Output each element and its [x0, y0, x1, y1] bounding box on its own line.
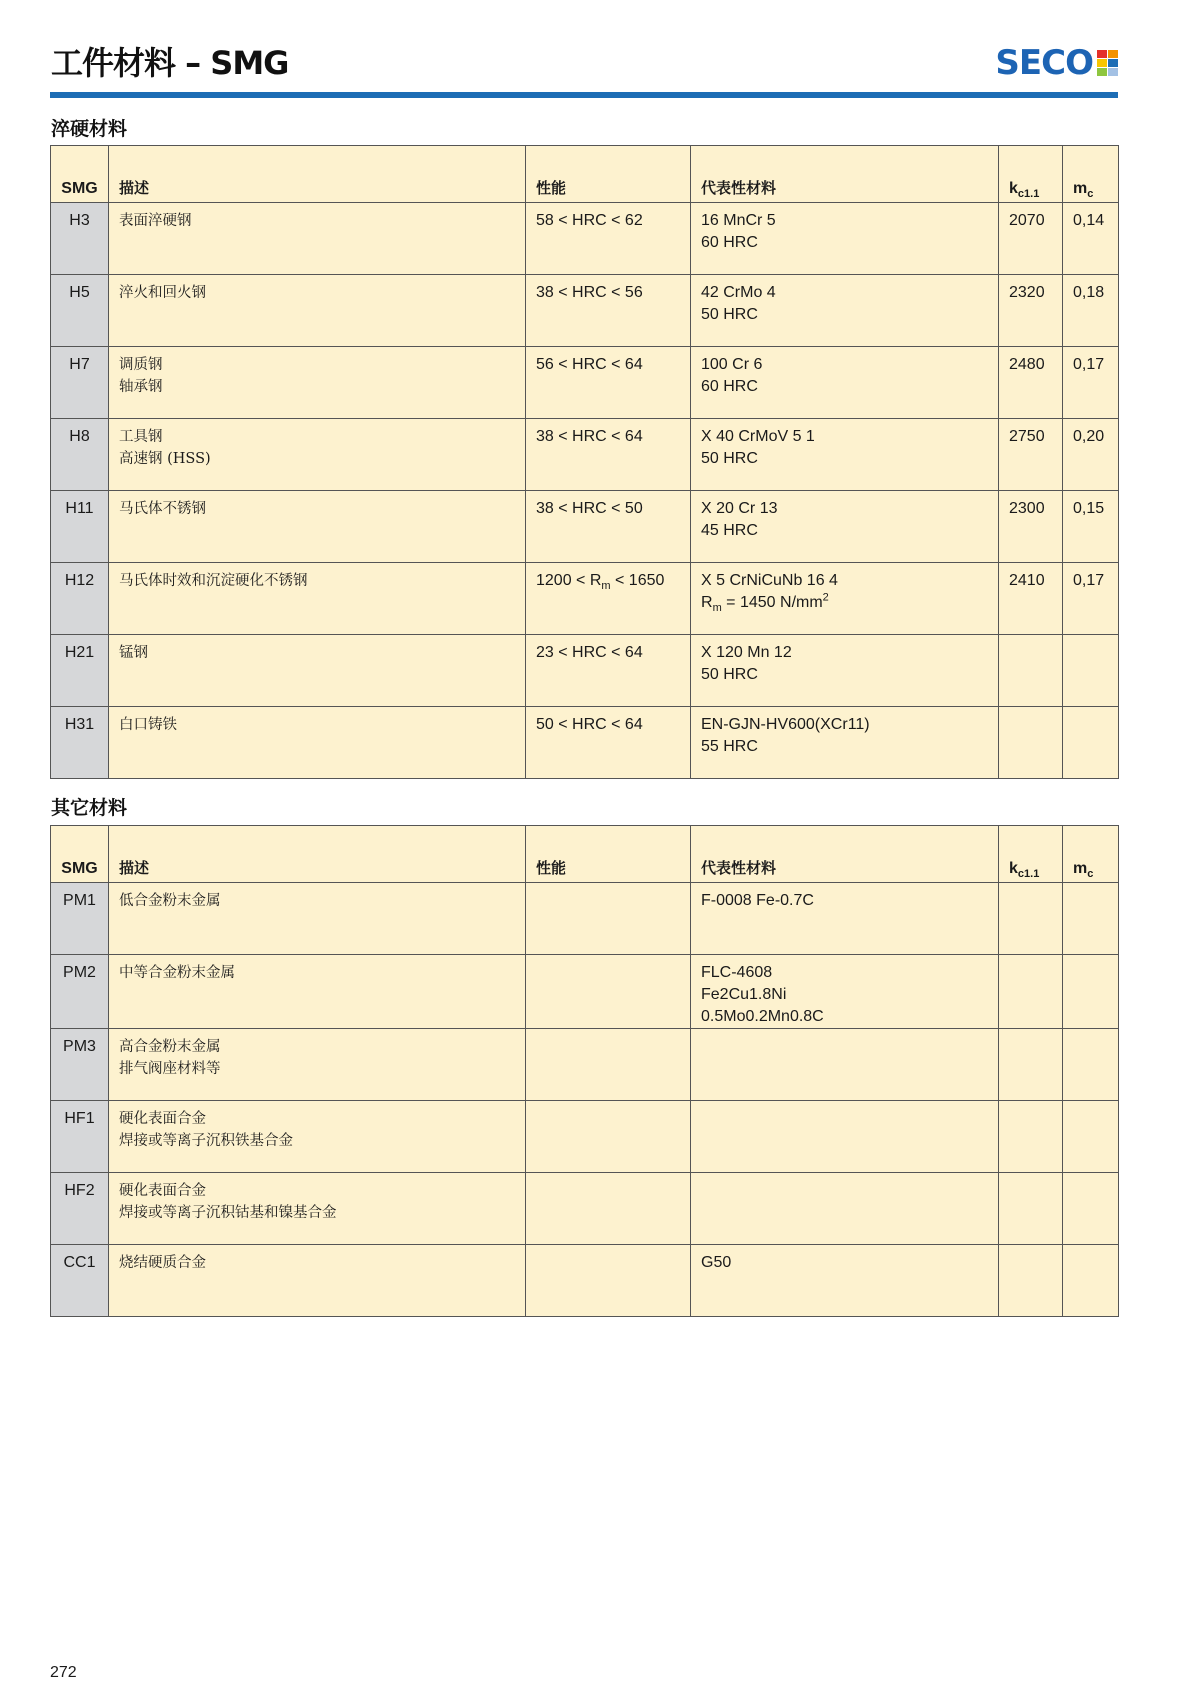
- logo-text: SECO: [995, 43, 1093, 83]
- properties-line: 23 < HRC < 64: [536, 644, 643, 661]
- representative-cell: [691, 707, 999, 779]
- representative-line: [701, 592, 988, 614]
- mc-value: [1063, 1101, 1119, 1173]
- description-line: 工具钢: [119, 429, 163, 445]
- kc11-value: [999, 1245, 1063, 1317]
- header-row: [51, 146, 1119, 203]
- description-cell: [109, 883, 526, 955]
- representative-line: Fe2Cu1.8Ni: [701, 986, 787, 1003]
- description-line: 高合金粉末金属: [119, 1039, 221, 1055]
- properties-line: 56 < HRC < 64: [536, 356, 643, 373]
- representative-cell: [691, 1101, 999, 1173]
- table-row: [51, 707, 1119, 779]
- description-cell: [109, 707, 526, 779]
- representative-line: X 5 CrNiCuNb 16 4: [701, 572, 838, 589]
- kc11-value: 2320: [999, 275, 1063, 347]
- other-materials-table: [50, 825, 1119, 1317]
- hardened-materials-table: [50, 145, 1119, 779]
- properties-line: 58 < HRC < 62: [536, 212, 643, 229]
- header-row: [51, 826, 1119, 883]
- table-row: [51, 491, 1119, 563]
- header-description: 描述: [109, 146, 526, 203]
- properties-cell: [526, 275, 691, 347]
- table-row: [51, 347, 1119, 419]
- representative-line: 45 HRC: [701, 522, 758, 539]
- rep-sub: m: [712, 602, 722, 615]
- mc-value: 0,15: [1063, 491, 1119, 563]
- mc-value: [1063, 707, 1119, 779]
- representative-line: 55 HRC: [701, 738, 758, 755]
- description-cell: [109, 347, 526, 419]
- smg-code: PM3: [51, 1029, 109, 1101]
- header-rule: [50, 92, 1118, 98]
- representative-cell: [691, 955, 999, 1029]
- properties-sub: m: [601, 580, 611, 593]
- page-number: 272: [50, 1664, 77, 1681]
- smg-code: HF2: [51, 1173, 109, 1245]
- description-line: 焊接或等离子沉积铁基合金: [119, 1133, 293, 1149]
- properties-cell: [526, 883, 691, 955]
- properties-cell: [526, 347, 691, 419]
- mc-value: [1063, 955, 1119, 1029]
- description-cell: [109, 1101, 526, 1173]
- kc11-value: 2750: [999, 419, 1063, 491]
- smg-code: H3: [51, 203, 109, 275]
- description-cell: [109, 491, 526, 563]
- representative-cell: [691, 203, 999, 275]
- table-row: [51, 275, 1119, 347]
- representative-cell: [691, 563, 999, 635]
- header-smg: SMG: [51, 826, 109, 883]
- description-cell: [109, 419, 526, 491]
- properties-cell: [526, 419, 691, 491]
- kc11-value: [999, 1101, 1063, 1173]
- smg-code: H11: [51, 491, 109, 563]
- mc-symbol: m: [1073, 180, 1088, 197]
- properties-cell: [526, 635, 691, 707]
- representative-line: 50 HRC: [701, 666, 758, 683]
- description-cell: [109, 635, 526, 707]
- smg-code: H21: [51, 635, 109, 707]
- representative-line: 60 HRC: [701, 378, 758, 395]
- representative-cell: [691, 275, 999, 347]
- representative-line: 42 CrMo 4: [701, 284, 776, 301]
- smg-code: H12: [51, 563, 109, 635]
- representative-line: 50 HRC: [701, 306, 758, 323]
- representative-cell: [691, 883, 999, 955]
- kc11-value: 2410: [999, 563, 1063, 635]
- seco-logo: [995, 43, 1118, 83]
- mc-value: 0,14: [1063, 203, 1119, 275]
- smg-code: H7: [51, 347, 109, 419]
- properties-cell: [526, 563, 691, 635]
- description-line: 锰钢: [119, 645, 148, 661]
- table-row: [51, 1173, 1119, 1245]
- table-row: [51, 1101, 1119, 1173]
- header-smg: SMG: [51, 146, 109, 203]
- representative-line: F-0008 Fe-0.7C: [701, 892, 814, 909]
- description-line: 高速钢 (HSS): [119, 451, 211, 467]
- kc-subscript: c1.1: [1017, 188, 1040, 201]
- description-line: 白口铸铁: [119, 717, 177, 733]
- header-mc: [1063, 146, 1119, 203]
- properties-cell: [526, 1245, 691, 1317]
- mc-value: [1063, 1173, 1119, 1245]
- description-line: 马氏体时效和沉淀硬化不锈钢: [119, 573, 308, 589]
- mc-subscript: c: [1087, 188, 1094, 201]
- properties-line: [536, 570, 680, 592]
- mc-value: 0,17: [1063, 563, 1119, 635]
- properties-cell: [526, 707, 691, 779]
- representative-cell: [691, 1245, 999, 1317]
- representative-cell: [691, 419, 999, 491]
- representative-line: 100 Cr 6: [701, 356, 763, 373]
- properties-cell: [526, 491, 691, 563]
- table-row: [51, 419, 1119, 491]
- representative-line: FLC-4608: [701, 964, 773, 981]
- properties-line: 38 < HRC < 64: [536, 428, 643, 445]
- properties-cell: [526, 1029, 691, 1101]
- table-row: [51, 1029, 1119, 1101]
- description-cell: [109, 275, 526, 347]
- mc-symbol: m: [1073, 860, 1088, 877]
- rep-sup: 2: [822, 591, 829, 604]
- mc-value: [1063, 635, 1119, 707]
- header-representative: 代表性材料: [691, 826, 999, 883]
- table-row: [51, 563, 1119, 635]
- representative-cell: [691, 1029, 999, 1101]
- smg-code: PM1: [51, 883, 109, 955]
- mc-value: 0,20: [1063, 419, 1119, 491]
- kc11-value: [999, 635, 1063, 707]
- properties-post: < 1650: [610, 572, 665, 589]
- kc11-value: [999, 883, 1063, 955]
- table-row: [51, 955, 1119, 1029]
- table-row: [51, 883, 1119, 955]
- description-line: 焊接或等离子沉积钴基和镍基合金: [119, 1205, 337, 1221]
- kc-symbol: k: [1009, 860, 1018, 877]
- rep-pre: R: [701, 594, 713, 611]
- properties-cell: [526, 1173, 691, 1245]
- smg-code: H31: [51, 707, 109, 779]
- rep-mid: = 1450 N/mm: [721, 594, 823, 611]
- properties-cell: [526, 955, 691, 1029]
- properties-cell: [526, 1101, 691, 1173]
- kc11-value: 2070: [999, 203, 1063, 275]
- properties-line: 38 < HRC < 50: [536, 500, 643, 517]
- header-description: 描述: [109, 826, 526, 883]
- properties-pre: 1200 < R: [536, 572, 602, 589]
- description-line: 烧结硬质合金: [119, 1255, 206, 1271]
- kc11-value: 2300: [999, 491, 1063, 563]
- section-title-other: 其它材料: [51, 797, 128, 819]
- smg-code: H5: [51, 275, 109, 347]
- mc-value: 0,18: [1063, 275, 1119, 347]
- representative-line: 16 MnCr 5: [701, 212, 776, 229]
- kc-symbol: k: [1009, 180, 1018, 197]
- smg-code: H8: [51, 419, 109, 491]
- mc-value: [1063, 1245, 1119, 1317]
- logo-mark-icon: [1097, 50, 1118, 76]
- description-cell: [109, 955, 526, 1029]
- table-row: [51, 635, 1119, 707]
- page-title: 工件材料 – SMG: [51, 44, 289, 82]
- kc-subscript: c1.1: [1017, 868, 1040, 881]
- representative-line: X 40 CrMoV 5 1: [701, 428, 815, 445]
- representative-line: X 20 Cr 13: [701, 500, 778, 517]
- header-representative: 代表性材料: [691, 146, 999, 203]
- header-mc: [1063, 826, 1119, 883]
- kc11-value: [999, 955, 1063, 1029]
- header-kc11: [999, 826, 1063, 883]
- description-line: 硬化表面合金: [119, 1183, 206, 1199]
- table-row: [51, 1245, 1119, 1317]
- smg-code: HF1: [51, 1101, 109, 1173]
- description-cell: [109, 563, 526, 635]
- representative-line: EN-GJN-HV600(XCr11): [701, 716, 870, 733]
- description-line: 低合金粉末金属: [119, 893, 221, 909]
- mc-subscript: c: [1087, 868, 1094, 881]
- representative-cell: [691, 347, 999, 419]
- smg-code: CC1: [51, 1245, 109, 1317]
- representative-cell: [691, 491, 999, 563]
- header-properties: 性能: [526, 826, 691, 883]
- kc11-value: [999, 1173, 1063, 1245]
- table-row: [51, 203, 1119, 275]
- properties-cell: [526, 203, 691, 275]
- description-cell: [109, 1173, 526, 1245]
- properties-line: 50 < HRC < 64: [536, 716, 643, 733]
- representative-cell: [691, 635, 999, 707]
- smg-code: PM2: [51, 955, 109, 1029]
- description-line: 排气阀座材料等: [119, 1061, 221, 1077]
- kc11-value: 2480: [999, 347, 1063, 419]
- description-line: 马氏体不锈钢: [119, 501, 206, 517]
- description-line: 调质钢: [119, 357, 163, 373]
- representative-line: 0.5Mo0.2Mn0.8C: [701, 1008, 824, 1025]
- representative-cell: [691, 1173, 999, 1245]
- description-line: 轴承钢: [119, 379, 163, 395]
- description-cell: [109, 1029, 526, 1101]
- mc-value: 0,17: [1063, 347, 1119, 419]
- description-line: 硬化表面合金: [119, 1111, 206, 1127]
- representative-line: X 120 Mn 12: [701, 644, 792, 661]
- description-line: 淬火和回火钢: [119, 285, 206, 301]
- header-kc11: [999, 146, 1063, 203]
- representative-line: G50: [701, 1254, 732, 1271]
- description-line: 表面淬硬钢: [119, 213, 192, 229]
- representative-line: 50 HRC: [701, 450, 758, 467]
- section-title-hardened: 淬硬材料: [51, 118, 128, 140]
- description-cell: [109, 1245, 526, 1317]
- representative-line: 60 HRC: [701, 234, 758, 251]
- description-cell: [109, 203, 526, 275]
- mc-value: [1063, 1029, 1119, 1101]
- kc11-value: [999, 1029, 1063, 1101]
- description-line: 中等合金粉末金属: [119, 965, 235, 981]
- properties-line: 38 < HRC < 56: [536, 284, 643, 301]
- kc11-value: [999, 707, 1063, 779]
- header-properties: 性能: [526, 146, 691, 203]
- mc-value: [1063, 883, 1119, 955]
